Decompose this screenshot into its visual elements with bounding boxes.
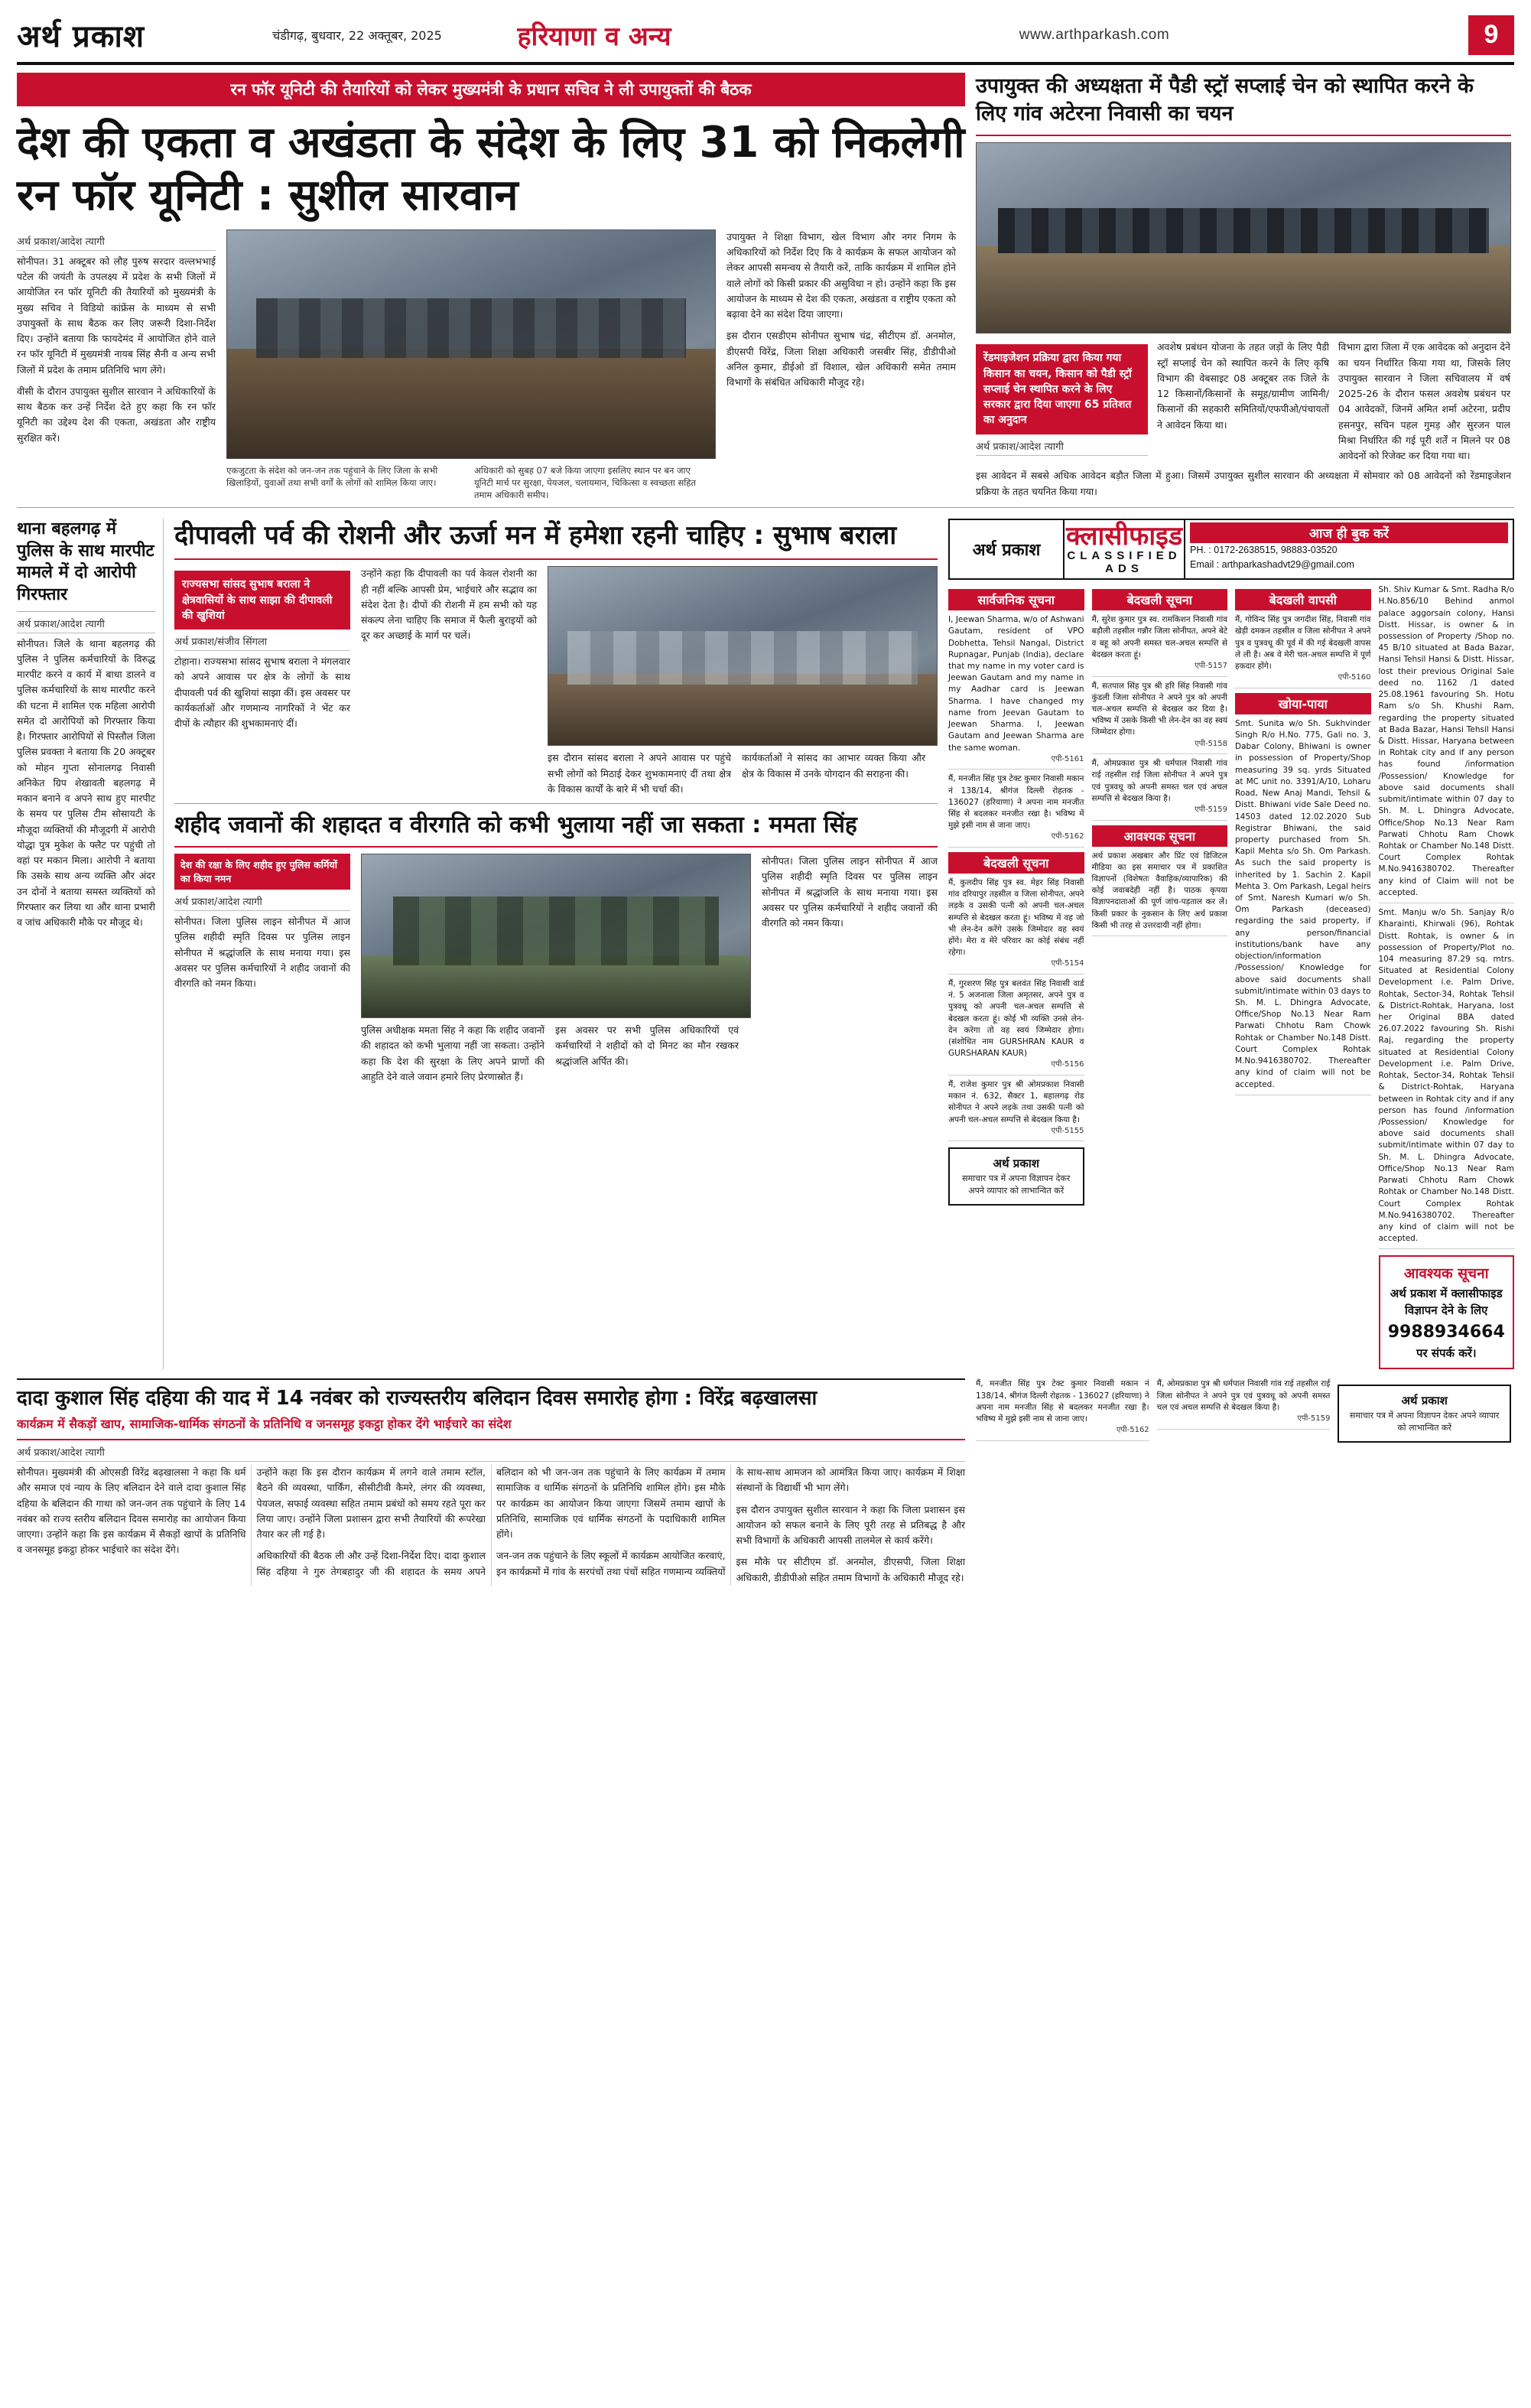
diwali-para-4: कार्यकर्ताओं ने सांसद का आभार व्यक्त किया और क्षेत्र के विकास में उनके योगदान की सराहना की। bbox=[742, 752, 925, 779]
classified-title-block bbox=[1065, 520, 1184, 578]
lead-byline: अर्थ प्रकाश/आदेश त्यागी bbox=[17, 234, 216, 251]
ad-ref: एपी-5161 bbox=[1051, 754, 1084, 763]
bottom-notice-box bbox=[1379, 1255, 1515, 1369]
notice-box-advertise bbox=[948, 1147, 1084, 1206]
section-head-eviction-notice: बेदखली सूचना bbox=[948, 852, 1084, 874]
paddy-highlight: रेंडमाइजेशन प्रक्रिया द्वारा किया गया किसान का चयन, किसान को पैडी स्ट्रॉ सप्लाई चेन स्थापित करने के लिए सरकार द्वारा दिया जाएगा 65 प्रतिशत का अनुदान bbox=[976, 344, 1148, 434]
dada-kushal-story bbox=[17, 1378, 965, 1585]
ad-text: मैं, मनजीत सिंह पुत्र टेक्ट कुमार निवासी मकान नं 138/14, श्रीगंज दिल्ली रोहतक - 136027 (हरियाणा) ने अपना नाम मनजीत सिंह से बदलकर मनजीत रखा है। भविष्य में मुझे इसी नाम से जाना जाए। bbox=[948, 774, 1084, 831]
paddy-para-1: अवशेष प्रबंधन योजना के तहत जड़ों के लिए पैडी स्ट्रॉ सप्लाई चेन को स्थापित करने के लिए कृषि विभाग की वेबसाइट 08 अक्टूबर तक जिले के 12 किसानों/किसानों के समूह/ग्रामीण जामिनी/किसानों की सहकारी समितियों/एफपीओ/पंचायतों ने आवेदन किया था। bbox=[1157, 341, 1329, 431]
classified-title-hi: क्लासीफाइड bbox=[1065, 521, 1183, 552]
ad-text: मैं, ओमप्रकाश पुत्र श्री धर्मपाल निवासी गांव राई तहसील राई जिला सोनीपत ने अपने पुत्र एवं पुत्रवधू को अपनी समस्त चल एवं अचल सम्पत्ति से बेदखल किया है। bbox=[1091, 759, 1227, 803]
lead-para-1: सोनीपत। 31 अक्टूबर को लौह पुरुष सरदार वल्लभभाई पटेल की जयंती के उपलक्ष्य में प्रदेश के सभी जिलों में आयोजित रन फॉर यूनिटी की तैयारियों को मुख्यमंत्री के मुख्य सचिव ने विडियो कांफ्रेंस के माध्यम से सभी उपायुक्तों के साथ बैठक कर लिए जरूरी दिशा-निर्देश दिए। उन्होंने बताया कि फायदेमंद में आयोजित होने वाले रन फॉर यूनिटी में मुख्यमंत्री नायब सिंह सैनी व अन्य सभी जिलों में प्रदेश के तमाम प्रतिनिधि भाग लेंगे। bbox=[17, 255, 216, 376]
ad-text: मैं, मनजीत सिंह पुत्र टेक्ट कुमार निवासी मकान नं 138/14, श्रीगंज दिल्ली रोहतक - 136027 (हरियाणा) ने अपना नाम मनजीत सिंह से बदलकर मनजीत रखा है। भविष्य में मुझे इसी नाम से जाना जाए। bbox=[976, 1379, 1149, 1424]
martyrs-byline: अर्थ प्रकाश/आदेश त्यागी bbox=[174, 894, 350, 911]
classified-col-2 bbox=[1092, 584, 1228, 1369]
dada-byline: अर्थ प्रकाश/आदेश त्यागी bbox=[17, 1445, 965, 1462]
ad-item bbox=[1092, 614, 1228, 676]
paddy-para-3: विभाग द्वारा जिला में एक आवेदक को अनुदान देने का चयन निर्धारित किया गया था, जिसके लिए उपायुक्त सारवान ने जिला सचिवालय में वर्ष 2025-26 के दौरान फसल अवशेष प्रबंधन पर 04 आवेदकों, जिनमें अमित शर्मा अटेरना, प्रदीप हसनपुर, सचिन पहल गुमड़ और सुरजन पाल मिश्रा निर्धारित की गई पूरी शर्तें न मिलने पर 08 आवेदनों को रिजेक्ट कर दिया गया था। bbox=[1338, 341, 1510, 461]
newspaper-logo: अर्थ प्रकाश bbox=[17, 19, 145, 54]
bottom-ad-col-3 bbox=[1338, 1378, 1511, 1444]
bottom-ad-col-2 bbox=[1157, 1378, 1331, 1444]
diwali-para-1: टोहाना। राज्यसभा सांसद सुभाष बराला ने मंगलवार को अपने आवास पर क्षेत्र के लोगों के साथ दीपावली पर्व की खुशियां साझा कीं। इस अवसर पर कार्यकर्ताओं और गणमान्य नागरिकों ने भेंट कर दीपों के त्यौहार की शुभकामनाएं दीं। bbox=[174, 656, 350, 730]
police-byline: अर्थ प्रकाश/आदेश त्यागी bbox=[17, 617, 155, 633]
ad-text: Smt. Manju w/o Sh. Sanjay R/o Kharainti, Khirwali (96), Rohtak Distt. Rohtak, is owner & in possession of Property/Plot no. 104 measuring 87.29 sq. mtrs. Situated at Residential Colony Development i.e. Palm Drive, Rohtak, Sector-34, Rohtak Tehsil & District-Rohtak, Haryana, lost her Original BBA dated 26.07.2022 favouring Sh. Rishi Raj, regarding the property situated at Residential Colony Development i.e. Palm Drive, Rohtak, Sector-34, Rohtak Tehsil & District-Rohtak, Haryana between in Rohtak city and if any person has found /information /Possession/ Knowledge for above said documents shall submit/intimate within 07 day to Sh. M. L. Dhingra Advocate, Office/Shop No.13 Near Ram Parwati Chhotu Ram Chowk Rohtak or Chamber No.148 Distt. Court Complex Rohtak M.No.9416380702. Thereafter any kind of claim will not be accepted. bbox=[1378, 908, 1514, 1244]
ad-item bbox=[948, 614, 1084, 770]
website-url[interactable]: www.arthparkash.com bbox=[1019, 26, 1170, 43]
divider bbox=[17, 507, 1514, 508]
classified-phone[interactable]: PH. : 0172-2638515, 98883-03520 bbox=[1190, 545, 1338, 556]
ad-text: मैं, राजेश कुमार पुत्र श्री ओमप्रकाश निवासी मकान नं. 632, सैक्टर 1, बहालगढ़ रोड सोनीपत ने अपने लड़के तथा उसकी पत्नी को अपनी चल-अचल सम्पत्ति से बेदखल किया है। bbox=[948, 1079, 1084, 1124]
lead-story bbox=[17, 73, 965, 501]
ad-ref: एपी-5160 bbox=[1338, 673, 1371, 682]
dada-para-1: सोनीपत। मुख्यमंत्री की ओएसडी विरेंद्र बढ़खालसा ने कहा कि धर्म और समाज एवं न्याय के लिए बलिदान देने वाले दादा कुशाल सिंह दहिया के बलिदान की गाथा को जन-जन तक पहुंचाने के लिए 14 नवंबर को राज्य स्तरीय बलिदान दिवस समारोह का आयोजन किया जाएगा। उन्होंने कहा कि इस कार्यक्रम में सैकड़ों खापों के प्रतिनिधि व जनसमूह इकट्ठा होकर भाईचारे का संदेश देंगे। bbox=[17, 1466, 246, 1556]
classified-col-1 bbox=[948, 584, 1084, 1369]
section-title: हरियाणा व अन्य bbox=[517, 21, 671, 52]
section-head-essential-notice: आवश्यक सूचना bbox=[1092, 825, 1228, 847]
dada-subhead: कार्यक्रम में सैकड़ों खाप, सामाजिक-धार्मिक संगठनों के प्रतिनिधि व जनसमूह इकट्ठा होकर देंगे भाईचारे का संदेश bbox=[17, 1417, 965, 1440]
dada-headline: दादा कुशाल सिंह दहिया की याद में 14 नवंबर को राज्यस्तरीय बलिदान दिवस समारोह होगा : विरेंद्र बढ़खालसा bbox=[17, 1387, 818, 1411]
martyrs-photo bbox=[361, 854, 751, 1018]
lead-kicker: रन फॉर यूनिटी की तैयारियों को लेकर मुख्यमंत्री के प्रधान सचिव ने ली उपायुक्तों की बैठक bbox=[17, 73, 965, 106]
dada-para-3: अधिकारियों की बैठक ली और उन्हें दिशा-निर्देश दिए। दादा कुशाल सिंह दहिया ने गुरु तेगबहादुर जी की शहादत के समय अपने बलिदान को भी जन-जन तक पहुंचाने के लिए कार्यक्रम में तमाम सामाजिक व धार्मिक संगठनों के प्रतिनिधि शामिल होंगे। इस मौके पर कार्यक्रम का आयोजन किया जाएगा जिसमें तमाम खापों के प्रतिनिधि, सामाजिक एवं धार्मिक संगठनों के पदाधिकारी शामिल होंगे। bbox=[256, 1466, 726, 1577]
bottom-classified-continued bbox=[976, 1378, 1511, 1585]
masthead bbox=[17, 14, 1514, 65]
police-body: सोनीपत। जिले के थाना बहलगढ़ की पुलिस ने पुलिस कर्मचारियों के विरुद्ध मारपीट करने व कार्य में बाधा डालने व पुलिस कर्मचारियों के साथ मारपीट करने की घटना में शामिल एक महिला आरोपी समेत दो आरोपियों को गिरफ्तार किया है। गिरफ्तार आरोपियों से पिस्तौल जिला पुलिस प्रवक्ता ने बताया कि 20 अक्टूबर को मोहन गुप्ता सोनालगढ़ निवासी अनिकेत ग्रिप शेखावती बहलगढ़ में मकान बनाने व अपने साथ हुए मारपीट के समय पर पुलिस टीम सोसायटी के मौजूदा व्यक्तियों की मौजूदगी में आरोपी योद्धा पुत्र मुकेश के फ्लैट पर पहुंची तो वहां पर मकान मिला। आरोपी ने बताया कि उसके साथ अन्य व्यक्ति और अंदर उन दोनों ने बताया समस्त व्यक्तियों को गिरफ्तार कर लिया था और थाना प्रभारी व जांच अधिकारी मौके पर मौजूद थे। bbox=[17, 637, 155, 929]
dada-para-4: जन-जन तक पहुंचाने के लिए स्कूलों में कार्यक्रम आयोजित करवाएं, इन कार्यक्रमों में गांव के सरपंचों तथा पंचों सहित गणमान्य व्यक्तियों के साथ-साथ आमजन को आमंत्रित किया जाए। कार्यक्रम में शिक्षा संस्थानों के विद्यार्थी भी भाग लेंगे। bbox=[496, 1466, 965, 1577]
ad-item bbox=[1092, 681, 1228, 755]
classified-header bbox=[948, 519, 1514, 580]
classified-section bbox=[948, 519, 1514, 1369]
ad-ref: एपी-5156 bbox=[1051, 1060, 1084, 1069]
paddy-straw-story bbox=[976, 73, 1511, 501]
classified-contact bbox=[1184, 520, 1513, 578]
page-number: 9 bbox=[1468, 15, 1514, 55]
ad-ref: एपी-5159 bbox=[1297, 1414, 1331, 1424]
notice-box-text: समाचार पत्र में अपना विज्ञापन देकर अपने व्यापार को लाभान्वित करें bbox=[962, 1173, 1071, 1196]
diwali-para-3: इस दौरान सांसद बराला ने अपने आवास पर पहुंचे सभी लोगों को मिठाई देकर शुभकामनाएं दीं तथा क्षेत्र के विकास कार्यों के बारे में भी चर्चा की। bbox=[548, 752, 731, 795]
lead-para-2: वीसी के दौरान उपायुक्त सुशील सारवान ने अधिकारियों के साथ बैठक कर उन्हें निर्देश देते हुए कहा कि रन फॉर यूनिटी का उद्देश्य देश की एकता, अखंडता और राष्ट्रीय सुरक्षित करें। bbox=[17, 385, 216, 444]
ad-text: मैं, ओमप्रकाश पुत्र श्री धर्मपाल निवासी गांव राई तहसील राई जिला सोनीपत ने अपने पुत्र एवं पुत्रवधू को अपनी समस्त चल एवं अचल सम्पत्ति से बेदखल किया है। bbox=[1156, 1379, 1331, 1412]
ad-ref: एपी-5159 bbox=[1195, 805, 1227, 814]
lead-photo-meeting bbox=[226, 229, 716, 459]
paddy-byline: अर्थ प्रकाश/आदेश त्यागी bbox=[976, 439, 1148, 456]
martyrs-para-1: सोनीपत। जिला पुलिस लाइन सोनीपत में आज पुलिस शहीदी स्मृति दिवस पर पुलिस लाइन सोनीपत में श्रद्धांजलि के साथ मनाया गया। इस अवसर पर पुलिस कर्मचारियों ने शहीद जवानों की वीरगति को नमन किया। bbox=[174, 916, 350, 990]
diwali-byline: अर्थ प्रकाश/संजीव सिंगला bbox=[174, 634, 350, 651]
classified-columns bbox=[948, 584, 1514, 1369]
police-headline: थाना बहलगढ़ में पुलिस के साथ मारपीट मामले में दो आरोपी गिरफ्तार bbox=[17, 519, 155, 611]
classified-email[interactable]: Email : arthparkashadvt29@gmail.com bbox=[1190, 558, 1354, 570]
ad-ref: एपी-5162 bbox=[1051, 832, 1084, 841]
ad-text: मैं, कुलदीप सिंह पुत्र स्व. मेहर सिंह निवासी गांव दरियापुर तहसील व जिला सोनीपत, अपने लड़के व उसकी पत्नी को अपनी चल-अचल सम्पत्ति से बेदखल करता हूं। भविष्य में वह जो भी लेन-देन करेंगे उसके जिम्मेदार वह स्वयं होंगे। मेरा व मेरे परिवार का कोई संबंध नहीं रहेगा। bbox=[948, 877, 1084, 958]
center-column bbox=[174, 519, 938, 1369]
ad-text: मैं, गुरशरण सिंह पुत्र बलवंत सिंह निवासी वार्ड नं. 5 अजनाला जिला अमृतसर, अपने पुत्र व पुत्रवधू को अपनी चल-अचल सम्पत्ति से बेदखल करता हूं। कोई भी व्यक्ति उनसे लेन-देन करेगा तो वह स्वयं जिम्मेदार होगा। (संशोधित नाम GURSHRAN KAUR व GURSHARAN KAUR) bbox=[948, 978, 1084, 1059]
classified-col-3 bbox=[1235, 584, 1371, 1369]
bottom-notice-title: आवश्यक सूचना bbox=[1403, 1265, 1489, 1283]
ad-item bbox=[948, 978, 1084, 1075]
notice-box-text: समाचार पत्र में अपना विज्ञापन देकर अपने व्यापार को लाभान्वित करें bbox=[1349, 1410, 1500, 1433]
lead-photo-caption-1: एकजुटता के संदेश को जन-जन तक पहुंचाने के लिए जिला के सभी खिलाड़ियों, युवाओं तथा सभी वर्गों के लोगों को शामिल किया जाए। bbox=[226, 464, 438, 488]
notice-box-title: अर्थ प्रकाश bbox=[1401, 1394, 1448, 1408]
ad-text: मैं, गोविन्द सिंह पुत्र जगदीश सिंह, निवासी गांव खेड़ी दमकन तहसील व जिला सोनीपत ने अपने पुत्र व पुत्रवधू की पूर्व में की गई बेदखली वापस ले ली है। अब वे मेरी चल-अचल सम्पत्ति में पूर्ण हकदार होंगे। bbox=[1235, 615, 1371, 672]
dada-para-2: उन्होंने कहा कि इस दौरान कार्यक्रम में लगने वाले तमाम स्टॉल, बैठने की व्यवस्था, पार्किंग, सीसीटीवी कैमरे, लंगर की व्यवस्था, पेयजल, सफाई व्यवस्था सहित तमाम प्रबंधों को समय रहते पूरा कर लिया जाए। उन्होंने जिला प्रशासन द्वारा सभी तैयारियों की रूपरेखा तैयार कर ली गई है। bbox=[256, 1466, 486, 1540]
section-head-eviction-notice-2: बेदखली सूचना bbox=[1092, 589, 1228, 610]
paddy-para-2: इस आवेदन में सबसे अधिक आवेदन बड़ौत जिला में हुआ। जिसमें उपायुक्त सुशील सारवान की अध्यक्षता में सोमवार को 08 आवेदनों को रेंडमाइजेशन प्रक्रिया के तहत चयनित किया गया। bbox=[976, 470, 1511, 497]
lead-para-4: इस दौरान एसडीएम सोनीपत सुभाष चंद्र, सीटीएम डॉ. अनमोल, डीएसपी विरेंद्र, जिला शिक्षा अधिकारी जसबीर सिंह, डीडीपीओ अनिल कुमार, डीईओ डॉ विशाल, खेल अधिकारी समेत तमाम विभागों के संबंधित अधिकारी मौजूद रहे। bbox=[726, 330, 956, 389]
martyrs-para-3: इस अवसर पर सभी पुलिस अधिकारियों एवं कर्मचारियों ने शहीदों को दो मिनट का मौन रखकर श्रद्धांजलि अर्पित की। bbox=[555, 1024, 739, 1067]
dada-para-5: इस दौरान उपायुक्त सुशील सारवान ने कहा कि जिला प्रशासन इस आयोजन को सफल बनाने के लिए पूरी तरह से प्रतिबद्ध है और सभी विभागों के अधिकारी आपसी तालमेल से कार्य करेंगे। bbox=[736, 1503, 965, 1546]
martyrs-para-extra: सोनीपत। जिला पुलिस लाइन सोनीपत में आज पुलिस शहीदी स्मृति दिवस पर पुलिस लाइन सोनीपत में श्रद्धांजलि के साथ मनाया गया। इस अवसर पर पुलिस कर्मचारियों ने शहीद जवानों की वीरगति को नमन किया। bbox=[762, 855, 938, 929]
paddy-photo bbox=[976, 142, 1511, 334]
bottom-ad-col-1 bbox=[976, 1378, 1149, 1444]
ad-ref: एपी-5162 bbox=[1116, 1426, 1149, 1435]
classified-brand: अर्थ प्रकाश bbox=[950, 520, 1065, 578]
ad-text: Sh. Shiv Kumar & Smt. Radha R/o H.No.856/10 Behind anmol palace aggorsain colony, Hansi Distt. Hissar, is owner & in possession of Property /Shop no. 45 B/10 situated at Bada Bazar, Hansi Tehsil Hansi & Distt. Hissar, lost their previous Original Sale deed no. 1162 /1 dated 25.08.1961 favouring Sh. Hotu Ram s/o Sh. Khushi Ram, regarding the property situated at Bada Bazar, Hansi Tehsil Hansi & Distt. Hissar, Haryana between in Rohtak city and if any person has found /information /Possession/ Knowledge for above said documents shall submit/intimate within 07 day to Sh. M. L. Dhingra Advocate, Office/Shop No.13 Near Ram Parwati Chhotu Ram Chowk Rohtak or Chamber No.148 Distt. Court Complex Rohtak M.No.9416380702. Thereafter any kind of Claim will not be accepted. bbox=[1378, 585, 1514, 897]
ad-item bbox=[948, 1079, 1084, 1141]
diwali-headline: दीपावली पर्व की रोशनी और ऊर्जा मन में हमेशा रहनी चाहिए : सुभाष बराला bbox=[174, 519, 938, 560]
ad-text: मैं, सुरेश कुमार पुत्र स्व. रामकिशन निवासी गांव बड़ौली तहसील गन्नौर जिला सोनीपत, अपने बेटे व बहू को अपनी समस्त चल-अचल सम्पत्ति से बेदखल करता हूं। bbox=[1091, 615, 1227, 659]
section-head-lost-found: खोया-पाया bbox=[1235, 693, 1371, 714]
diwali-photo bbox=[548, 566, 938, 746]
ad-ref: एपी-5157 bbox=[1195, 662, 1227, 671]
bottom-notice-phone[interactable]: 9988934664 bbox=[1387, 1322, 1505, 1342]
section-head-eviction-withdrawal: बेदखली वापसी bbox=[1235, 589, 1371, 610]
ad-item bbox=[1235, 614, 1371, 688]
martyrs-headline: शहीद जवानों की शहादत व वीरगति को कभी भुलाया नहीं जा सकता : ममता सिंह bbox=[174, 810, 938, 848]
book-now-banner: आज ही बुक करें bbox=[1190, 522, 1508, 543]
martyrs-para-2: पुलिस अधीक्षक ममता सिंह ने कहा कि शहीद जवानों की शहादत को कभी भुलाया नहीं जा सकता। उन्होंने कहा कि देश की सुरक्षा के लिए अपने प्राणों की आहुति देने वाले जवान हमारे लिए प्रेरणास्रोत हैं। bbox=[361, 1024, 544, 1082]
ad-item bbox=[1092, 851, 1228, 937]
paddy-headline: उपायुक्त की अध्यक्षता में पैडी स्ट्रॉ सप्लाई चेन को स्थापित करने के लिए गांव अटेरना निवासी का चयन bbox=[976, 73, 1511, 136]
lead-photo-caption-2: अधिकारी को सुबह 07 बजे किया जाएगा इसलिए स्थान पर बन जाए यूनिटी मार्च पर सुरक्षा, पेयजल, चलायमान, चिकित्सा व स्वच्छता सहित तमाम अधिकारी समीप। bbox=[474, 464, 696, 501]
ad-text: अर्थ प्रकाश अखबार और प्रिंट एवं डिजिटल मीडिया का इस समाचार पत्र में प्रकाशित विज्ञापनों (विशेषतः वैवाहिक/व्यापारिक) की कोई जवाबदेही नहीं है। पाठक कृपया विज्ञापनदाताओं की पूर्ण जांच-पड़ताल कर लें। किसी प्रकार के नुकसान के लिए अर्थ प्रकाश किसी भी तरह से उत्तरदायी नहीं होगा। bbox=[1091, 851, 1227, 930]
ad-item bbox=[1235, 718, 1371, 1095]
ad-ref: एपी-5158 bbox=[1195, 739, 1227, 748]
ad-item bbox=[948, 773, 1084, 848]
ad-item bbox=[1379, 584, 1515, 903]
ad-item bbox=[1092, 758, 1228, 820]
section-head-public-notice: सार्वजनिक सूचना bbox=[948, 589, 1084, 610]
ad-item bbox=[1157, 1378, 1331, 1429]
diwali-para-2: उन्होंने कहा कि दीपावली का पर्व केवल रोशनी का ही नहीं बल्कि आपसी प्रेम, भाईचारे और सद्भाव का संदेश देता है। दीपों की रोशनी में हम सभी को यह संकल्प लेना चाहिए कि समाज में फैली बुराइयों को दूर कर अच्छाई के मार्ग पर चलें। bbox=[361, 568, 537, 642]
classified-title-en: CLASSIFIED ADS bbox=[1067, 549, 1182, 576]
ad-item bbox=[976, 1378, 1149, 1440]
ad-item bbox=[948, 877, 1084, 975]
ad-item bbox=[1379, 907, 1515, 1249]
ad-text: I, Jeewan Sharma, w/o of Ashwani Gautam, resident of VPO Dobhetta, Tehsil Nangal, District Rupnagar, Punjab (India), declare that my name in my voter card is Jeewan Gautam and my name in my Aadhar card is Jeewan Sharma. I have changed my name from Jeevan Gautam to Jeewan Sharma. I, Jeewan Gautam and Jeewan Sharma are the same woman. bbox=[948, 615, 1084, 753]
notice-box-advertise-2 bbox=[1338, 1385, 1511, 1443]
ad-text: मैं, सतपाल सिंह पुत्र श्री हरि सिंह निवासी गांव कुंडली जिला सोनीपत ने अपने पुत्र को अपनी चल-अचल सम्पत्ति से बेदखल कर दिया है। भविष्य में उसके किसी भी लेन-देन का वह स्वयं जिम्मेदार होगा। bbox=[1091, 681, 1227, 737]
lead-headline: देश की एकता व अखंडता के संदेश के लिए 31 को निकलेगी रन फॉर यूनिटी : सुशील सारवान bbox=[17, 118, 965, 220]
middle-area bbox=[17, 519, 1514, 1369]
diwali-highlight: राज्यसभा सांसद सुभाष बराला ने क्षेत्रवासियों के साथ साझा की दीपावली की खुशियां bbox=[174, 571, 350, 630]
notice-box-title: अर्थ प्रकाश bbox=[993, 1157, 1039, 1171]
ad-ref: एपी-5155 bbox=[1051, 1126, 1084, 1135]
ad-text: Smt. Sunita w/o Sh. Sukhvinder Singh R/o H.No. 775, Gali no. 3, Dabar Colony, Bhiwani is owner in possession of Property/Shop measuring 39 sq. yrds Situated at MC unit no. 3391/A/10, Loharu Road, New Anaj Mandi, Tehsil & Distt. Bhiwani vide Sale Deed no. 14503 dated 12.02.2020 Sub Registrar Bhiwani, the said property purchased from Sh. Kapil Mehta s/o Sh. Om Parkash. As such the said property is inherited by 1. Sachin 2. Kapil Mehta 3. Om Parkash, Legal heirs of Smt. Naresh Kumari w/o Sh. Om Parkash (deceased) regarding the said property, if any person/financial institutions/bank have any objection/information /Possession/ Knowledge for above said documents shall submit/intimate within 03 days to Sh. M. L. Dhingra Advocate, Office/Shop No.13 Near Ram Parwati Chhotu Ram Chowk Rohtak or Chamber No.148 Distt. Court Complex Rohtak M.No.9416380702. Thereafter any kind of claim will not be accepted. bbox=[1235, 718, 1371, 1089]
classified-col-4 bbox=[1379, 584, 1515, 1369]
bottom-notice-line2: पर संपर्क करें। bbox=[1416, 1346, 1477, 1360]
martyrs-redcap: देश की रक्षा के लिए शहीद हुए पुलिस कर्मियों का किया नमन bbox=[174, 854, 350, 890]
ad-ref: एपी-5154 bbox=[1051, 959, 1084, 968]
police-arrest-story bbox=[17, 519, 164, 1369]
dada-para-6: इस मौके पर सीटीएम डॉ. अनमोल, डीएसपी, जिला शिक्षा अधिकारी, डीडीपीओ सहित तमाम विभागों के अधिकारी मौजूद रहे। bbox=[736, 1556, 965, 1583]
bottom-notice-line1: अर्थ प्रकाश में क्लासीफाइड विज्ञापन देने के लिए bbox=[1390, 1286, 1503, 1318]
edition-date: चंडीगढ़, बुधवार, 22 अक्तूबर, 2025 bbox=[272, 28, 442, 43]
lead-para-3: उपायुक्त ने शिक्षा विभाग, खेल विभाग और नगर निगम के अधिकारियों को निर्देश दिए कि वे कार्यक्रम के सफल आयोजन को लेकर आपसी समन्वय से तैयारी करें, ताकि कार्यक्रम में शामिल होने वाले लोगों को किसी प्रकार की असुविधा न हो। उन्होंने कहा कि इस आयोजन के माध्यम से देश की एकता, अखंडता व राष्ट्रीय एकता को बढ़ावा देने का संदेश दिया जाएगा। bbox=[726, 230, 956, 321]
top-area bbox=[17, 73, 1514, 501]
bottom-area bbox=[17, 1378, 1514, 1585]
